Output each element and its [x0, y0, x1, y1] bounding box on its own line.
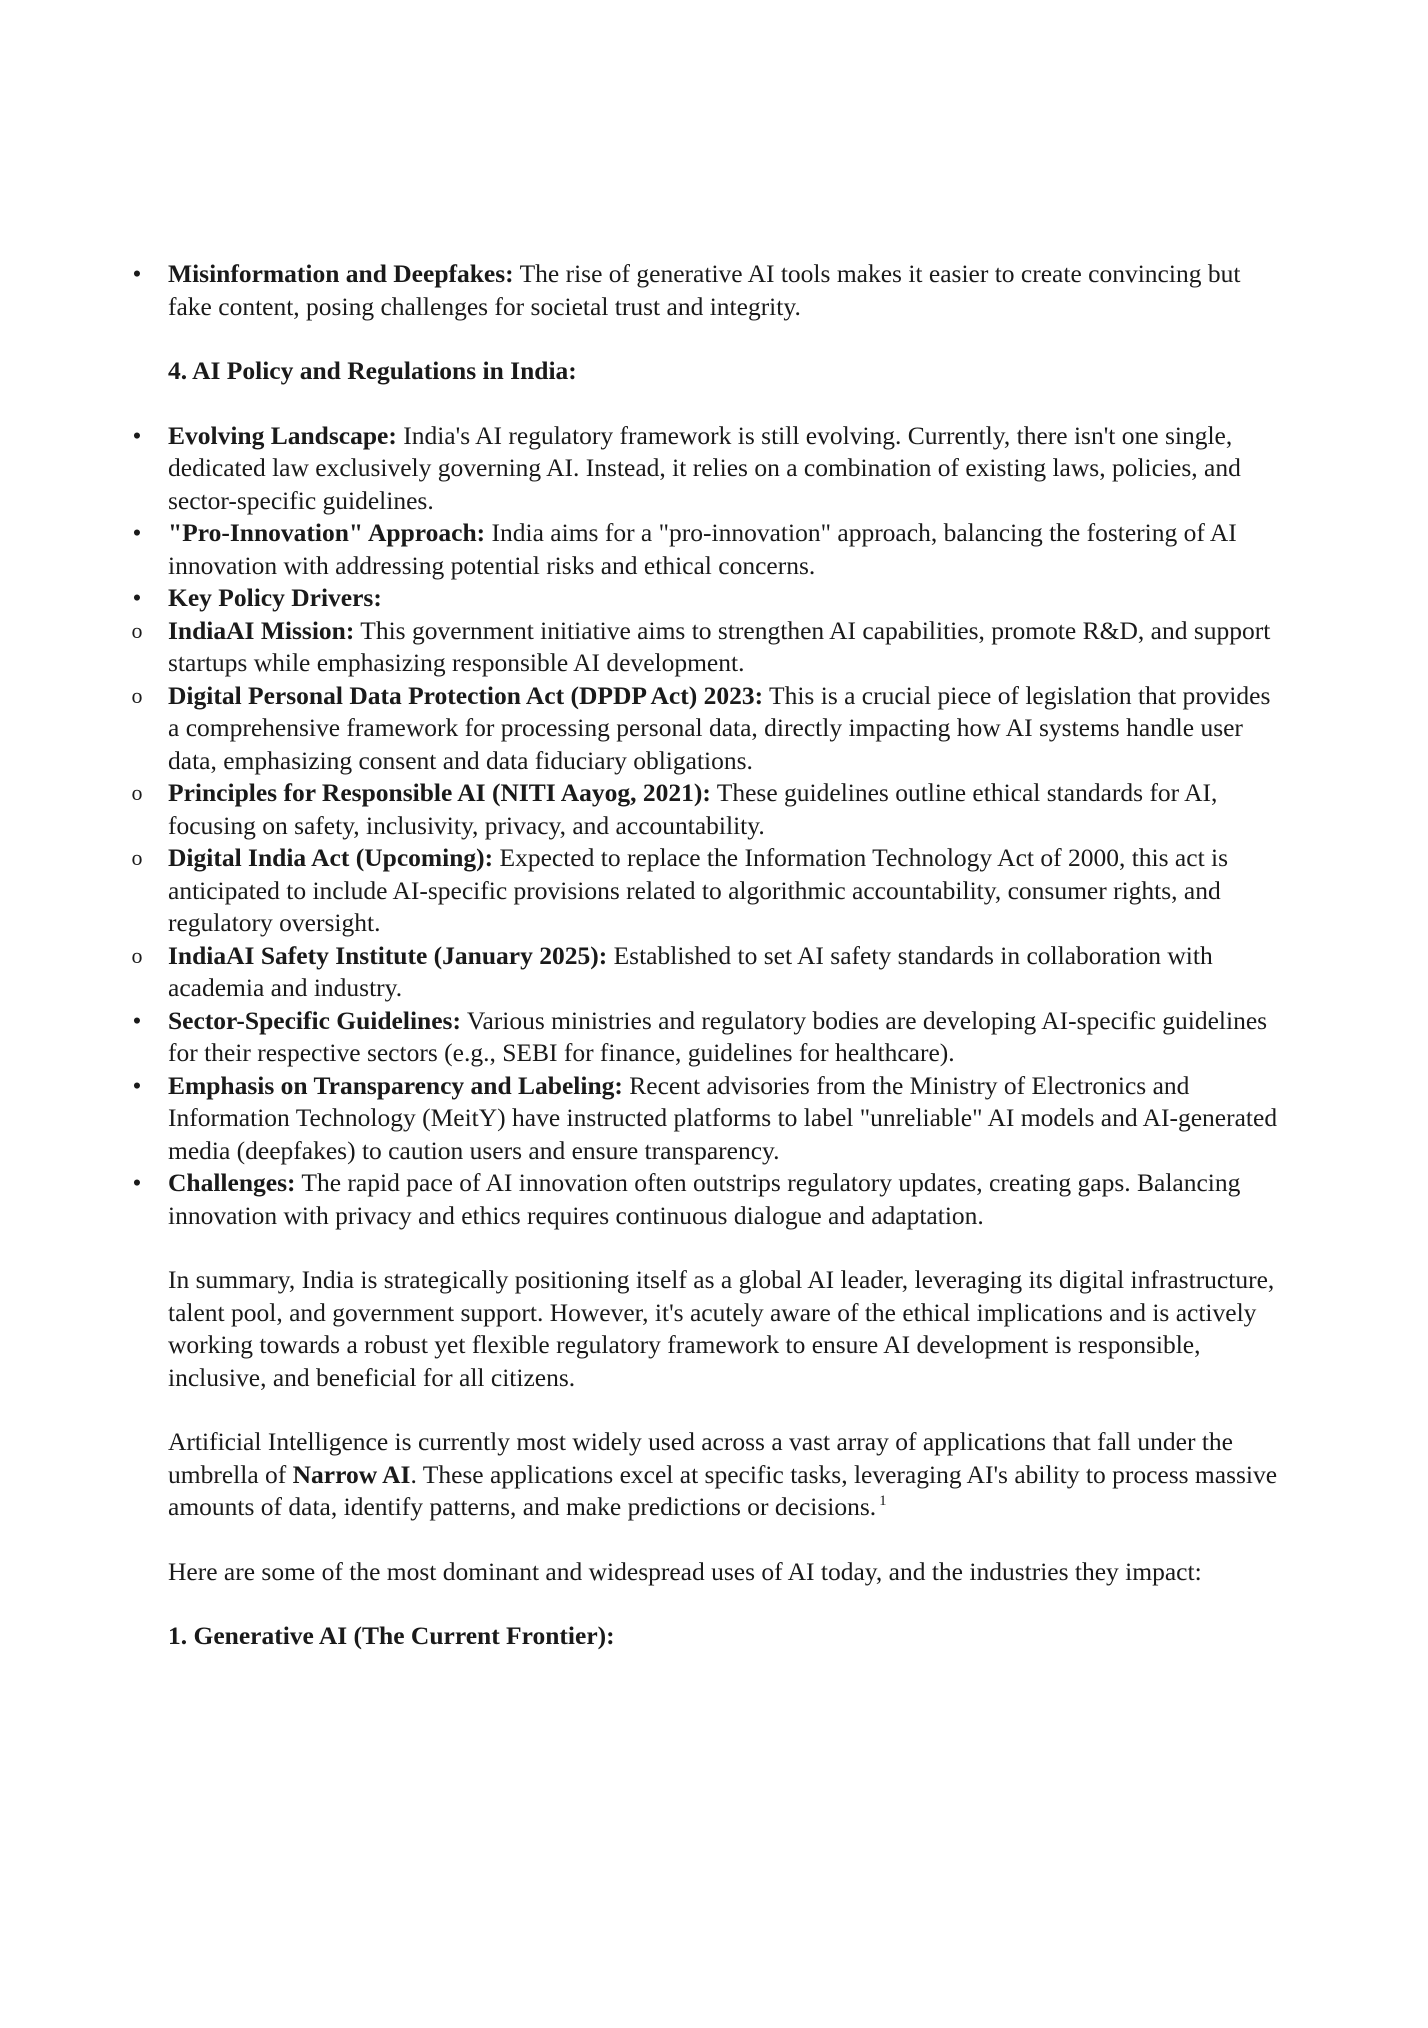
- sub-bullet-marker: o: [131, 942, 143, 968]
- list-item: [132, 1070, 1278, 1168]
- bullet-marker: •: [132, 1168, 142, 1197]
- item-text: Established to set AI safety standards in collaboration with academia and industry.: [168, 940, 1213, 1002]
- bullet-marker: •: [132, 1070, 142, 1100]
- sub-bullet-marker: o: [131, 682, 143, 708]
- bullet-marker: •: [132, 420, 142, 450]
- policy-list: [131, 420, 1278, 1233]
- item-label: Principles for Responsible AI (NITI Aayog, 2021):: [168, 778, 711, 807]
- list-item: [132, 420, 1278, 518]
- bullet-misinformation: [132, 258, 1278, 323]
- item-label: "Pro-Innovation" Approach:: [168, 518, 486, 547]
- item-text: Expected to replace the Information Technology Act of 2000, this act is anticipated to include AI-specific provisions related to algorithmic accountability, consumer rights, and regulatory oversight.: [168, 843, 1229, 937]
- item-label: IndiaAI Mission:: [168, 615, 355, 645]
- narrow-ai-text-before: Artificial Intelligence is currently most widely used across a vast array of applications that fall under the umbrella of: [168, 1427, 1233, 1489]
- item-label: Sector-Specific Guidelines:: [168, 1005, 461, 1035]
- bullet-marker: •: [132, 1005, 142, 1035]
- item-text: This government initiative aims to strengthen AI capabilities, promote R&D, and support startups while emphasizing responsible AI development.: [168, 615, 1271, 677]
- bullet-label: Misinformation and Deepfakes:: [168, 259, 514, 288]
- sub-list-item: [131, 940, 1278, 1005]
- item-text: India's AI regulatory framework is still evolving. Currently, there isn't one single, dedicated law exclusively governing AI. Instead, it relies on a combination of existing laws, policies, and sector-specific guidelines.: [168, 420, 1241, 515]
- item-text: These guidelines outline ethical standards for AI, focusing on safety, inclusivity, privacy, and accountability.: [168, 778, 1218, 840]
- sub-bullet-marker: o: [131, 617, 143, 643]
- item-label: Emphasis on Transparency and Labeling:: [168, 1070, 623, 1100]
- bullet-marker: •: [132, 518, 142, 547]
- page-content: [131, 258, 1278, 1653]
- section-heading-ai-policy: 4. AI Policy and Regulations in India:: [168, 356, 577, 385]
- bullet-marker: •: [132, 259, 142, 288]
- footnote-marker: 1: [879, 1493, 887, 1509]
- item-text: Recent advisories from the Ministry of Electronics and Information Technology (MeitY) have instructed platforms to label "unreliable" AI models and AI-generated media (deepfakes) to caution users and ensure transparency.: [168, 1070, 1278, 1165]
- item-label: Digital Personal Data Protection Act (DPDP Act) 2023:: [168, 680, 764, 710]
- sub-list-item: [131, 680, 1278, 778]
- bullet-text: The rise of generative AI tools makes it easier to create convincing but fake content, posing challenges for societal trust and integrity.: [168, 259, 1241, 321]
- item-label: Evolving Landscape:: [168, 420, 397, 450]
- sub-list-item: [131, 777, 1278, 842]
- uses-intro-paragraph: Here are some of the most dominant and widespread uses of AI today, and the industries they impact:: [168, 1556, 1202, 1586]
- sub-list-item: [131, 842, 1278, 940]
- list-item: [132, 1167, 1278, 1232]
- sub-bullet-marker: o: [131, 780, 143, 805]
- item-label: Key Policy Drivers:: [168, 583, 382, 612]
- list-item: [132, 517, 1278, 582]
- section-heading-generative-ai: 1. Generative AI (The Current Frontier):: [168, 1621, 615, 1650]
- narrow-ai-bold: Narrow AI: [292, 1459, 411, 1489]
- sub-bullet-marker: o: [131, 845, 143, 870]
- sub-list-item: [131, 615, 1278, 680]
- item-label: Challenges:: [168, 1168, 296, 1197]
- narrow-ai-text-after: . These applications excel at specific tasks, leveraging AI's ability to process massive amounts of data, identify patterns, and make predictions or decisions.: [168, 1459, 1278, 1521]
- bullet-marker: •: [132, 583, 142, 612]
- summary-paragraph: In summary, India is strategically positioning itself as a global AI leader, leveraging its digital infrastructure, talent pool, and government support. However, it's acutely aware of the ethical implications and is actively working towards a robust yet flexible regulatory framework to ensure AI development is responsible, inclusive, and beneficial for all citizens.: [168, 1265, 1275, 1392]
- item-text: The rapid pace of AI innovation often outstrips regulatory updates, creating gaps. Balancing innovation with privacy and ethics requires continuous dialogue and adaptation.: [168, 1168, 1241, 1230]
- item-text: This is a crucial piece of legislation that provides a comprehensive framework for processing personal data, directly impacting how AI systems handle user data, emphasizing consent and data fiduciary obligations.: [168, 680, 1271, 775]
- item-label: IndiaAI Safety Institute (January 2025):: [168, 940, 608, 970]
- list-item: [132, 1005, 1278, 1070]
- item-text: India aims for a "pro-innovation" approach, balancing the fostering of AI innovation with addressing potential risks and ethical concerns.: [168, 518, 1237, 580]
- item-text: Various ministries and regulatory bodies are developing AI-specific guidelines for their respective sectors (e.g., SEBI for finance, guidelines for healthcare).: [168, 1005, 1268, 1067]
- narrow-ai-paragraph: [168, 1426, 1278, 1524]
- list-item: [132, 582, 1278, 615]
- item-label: Digital India Act (Upcoming):: [168, 843, 494, 872]
